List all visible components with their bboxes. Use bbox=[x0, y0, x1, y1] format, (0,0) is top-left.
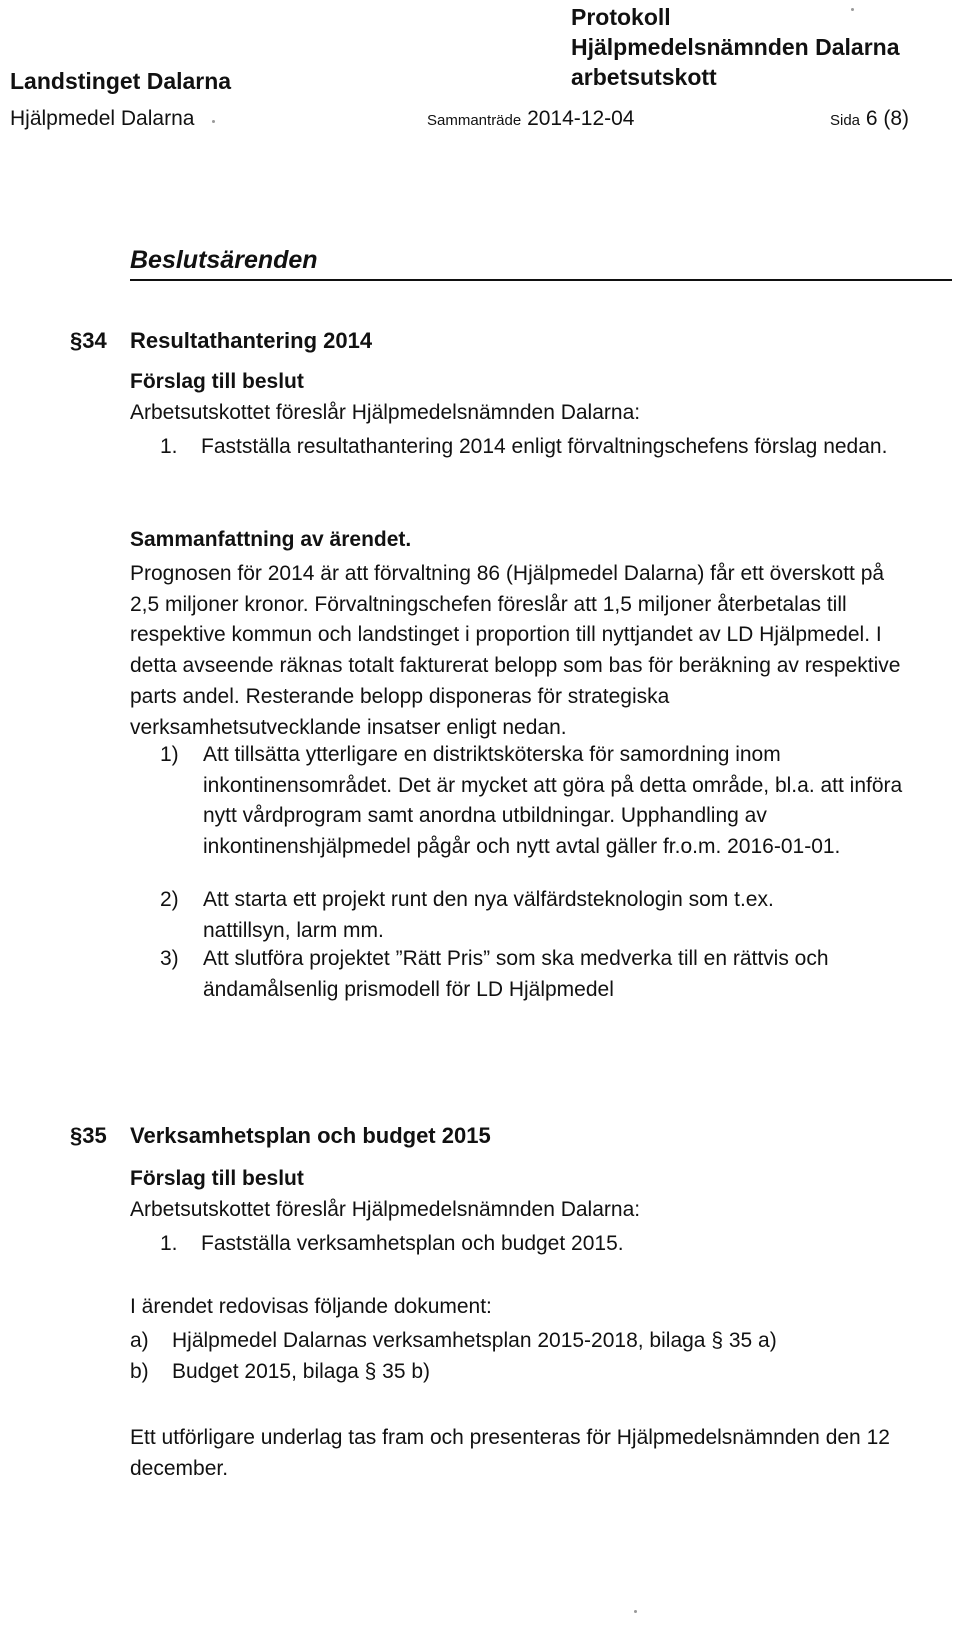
page-label: Sida bbox=[830, 112, 861, 129]
paragraph-number-34: §34 bbox=[70, 328, 107, 353]
committee-subname: arbetsutskott bbox=[571, 64, 717, 90]
organization-name: Landstinget Dalarna bbox=[10, 68, 232, 94]
summary-paragraph: Prognosen för 2014 är att förvaltning 86 (Hjälpmedel Dalarna) får ett överskott på 2,5 miljoner kronor. Förvaltningschefen föreslår att 1,5 miljoner återbetalas till respektive kommun och landstinget i proportion till nyttjandet av LD Hjälpmedel. I detta avseende räknas totalt fakturerat belopp som bas för beräkning av respektive parts andel. Resterande belopp disponeras för strategiska verksamhetsutvecklande insatser enligt nedan. bbox=[130, 562, 901, 739]
action-text: Att tillsätta ytterligare en distriktsköterska för samordning inom inkontinensområdet. Det är mycket att göra på detta område, bl.a. att införa nytt vårdprogram samt anordna utbildningar. Upphandling av inkontinenshjälpmedel pågår och nytt avtal gäller fr.o.m. 2016-01-01. bbox=[203, 743, 903, 859]
action-number: 3) bbox=[160, 947, 179, 970]
closing-note bbox=[130, 1423, 920, 1484]
document-text: Budget 2015, bilaga § 35 b) bbox=[172, 1360, 431, 1383]
proposal-item-text: Fastställa resultathantering 2014 enligt förvaltningschefens förslag nedan. bbox=[201, 435, 888, 458]
doc-header-right bbox=[571, 2, 900, 92]
section-divider bbox=[130, 279, 952, 281]
document-letter: a) bbox=[130, 1329, 149, 1352]
proposal-intro-34: Arbetsutskottet föreslår Hjälpmedelsnämnden Dalarna: bbox=[130, 401, 641, 424]
closing-text: Ett utförligare underlag tas fram och presenteras för Hjälpmedelsnämnden den 12 december. bbox=[130, 1426, 890, 1480]
document-letter: b) bbox=[130, 1360, 149, 1383]
paragraph-number-35: §35 bbox=[70, 1123, 107, 1148]
action-text: Att starta ett projekt runt den nya välfärdsteknologin som t.ex. nattillsyn, larm mm. bbox=[203, 888, 774, 942]
scan-speck bbox=[851, 8, 854, 11]
document-text: Hjälpmedel Dalarnas verksamhetsplan 2015-2018, bilaga § 35 a) bbox=[172, 1329, 777, 1352]
proposal-item-number: 1. bbox=[160, 1232, 178, 1255]
proposal-heading-34: Förslag till beslut bbox=[130, 370, 304, 393]
section-title: Beslutsärenden bbox=[130, 246, 318, 274]
scan-speck bbox=[634, 1610, 637, 1613]
summary-heading-34: Sammanfattning av ärendet. bbox=[130, 528, 412, 551]
proposal-intro-35: Arbetsutskottet föreslår Hjälpmedelsnämnden Dalarna: bbox=[130, 1198, 641, 1221]
meeting-label: Sammanträde bbox=[427, 112, 522, 129]
action-number: 2) bbox=[160, 888, 179, 911]
page-info bbox=[830, 107, 909, 131]
meeting-info bbox=[427, 107, 634, 131]
action-number: 1) bbox=[160, 743, 179, 766]
page-number: 6 (8) bbox=[865, 107, 910, 130]
unit-name: Hjälpmedel Dalarna bbox=[10, 107, 195, 130]
documents-intro: I ärendet redovisas följande dokument: bbox=[130, 1295, 492, 1318]
scan-speck bbox=[212, 120, 215, 123]
paragraph-title-35: Verksamhetsplan och budget 2015 bbox=[130, 1123, 491, 1148]
paragraph-title-34: Resultathantering 2014 bbox=[130, 328, 373, 353]
action-text: Att slutföra projektet ”Rätt Pris” som ska medverka till en rättvis och ändamålsenlig prismodell för LD Hjälpmedel bbox=[203, 947, 829, 1001]
meeting-date: 2014-12-04 bbox=[527, 107, 635, 130]
summary-text-34 bbox=[130, 559, 905, 743]
proposal-item-number: 1. bbox=[160, 435, 178, 458]
doc-type: Protokoll bbox=[571, 4, 671, 30]
committee-name: Hjälpmedelsnämnden Dalarna bbox=[571, 34, 900, 60]
proposal-item-text: Fastställa verksamhetsplan och budget 2015. bbox=[201, 1232, 624, 1255]
proposal-heading-35: Förslag till beslut bbox=[130, 1167, 304, 1190]
